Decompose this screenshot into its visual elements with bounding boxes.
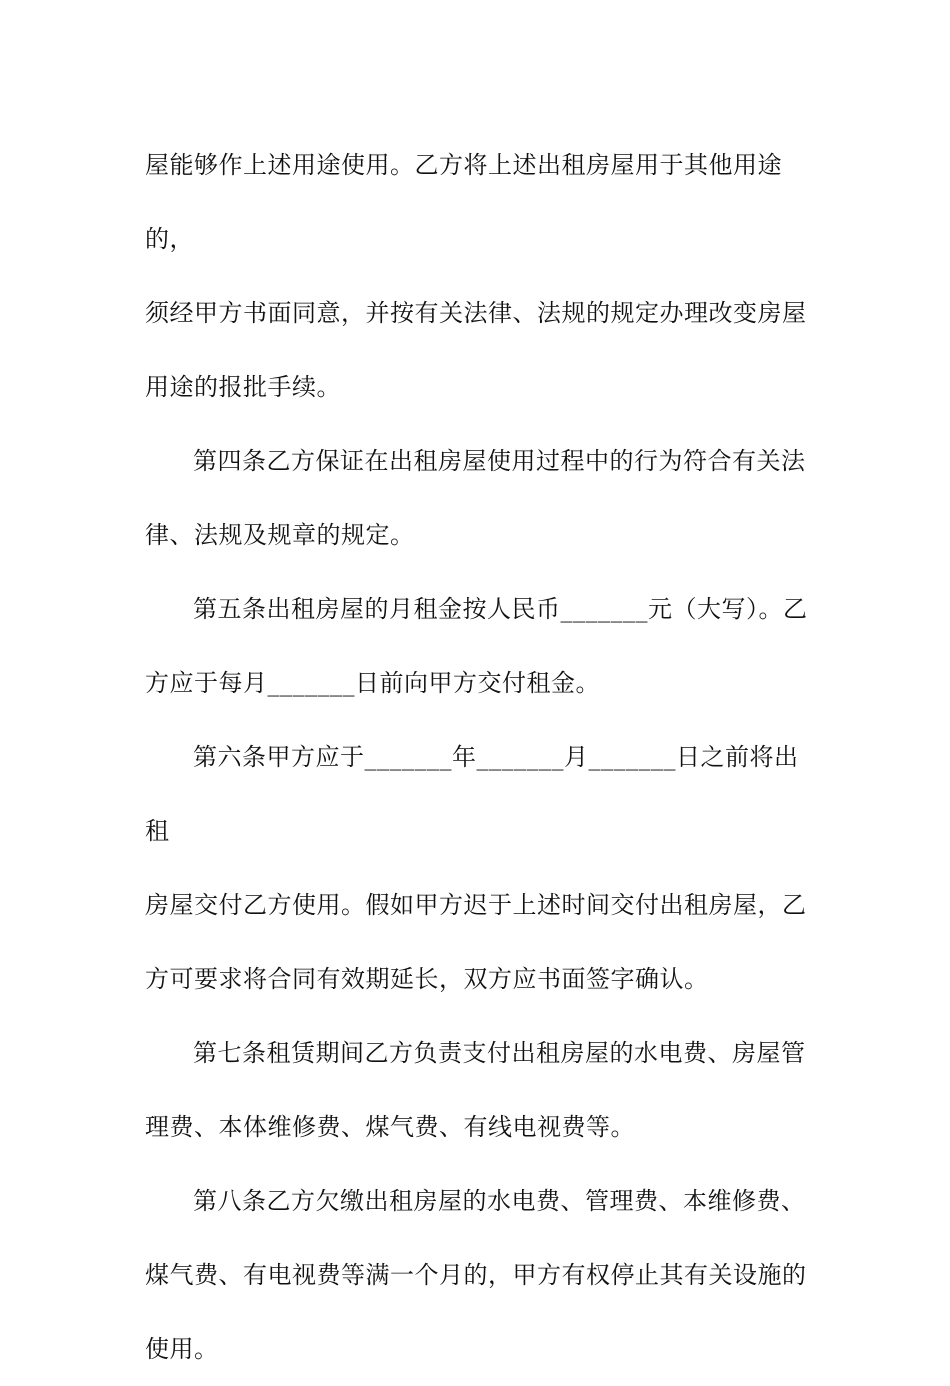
text-line: 屋能够作上述用途使用。乙方将上述出租房屋用于其他用途的， [145, 151, 782, 253]
contract-body [145, 128, 817, 1386]
text-line: 使用。 [145, 1335, 219, 1363]
text-line: 第四条乙方保证在出租房屋使用过程中的行为符合有关法 [193, 447, 806, 475]
text-line: 煤气费、有电视费等满一个月的，甲方有权停止其有关设施的 [145, 1261, 807, 1289]
paragraph-article-5 [145, 572, 817, 720]
text-line: 第八条乙方欠缴出租房屋的水电费、管理费、本维修费、 [193, 1187, 806, 1215]
text-line: 房屋交付乙方使用。假如甲方迟于上述时间交付出租房屋，乙 [145, 891, 807, 919]
paragraph-article-7 [145, 1016, 817, 1164]
paragraph-usage-continuation [145, 128, 817, 424]
text-line: 方可要求将合同有效期延长，双方应书面签字确认。 [145, 965, 709, 993]
text-line: 理费、本体维修费、煤气费、有线电视费等。 [145, 1113, 635, 1141]
text-line: 须经甲方书面同意，并按有关法律、法规的规定办理改变房屋 [145, 299, 807, 327]
paragraph-article-8 [145, 1164, 817, 1386]
text-line: 第五条出租房屋的月租金按人民币_______元（大写）。乙 [193, 595, 808, 623]
text-line: 第七条租赁期间乙方负责支付出租房屋的水电费、房屋管 [193, 1039, 806, 1067]
text-line: 方应于每月_______日前向甲方交付租金。 [145, 669, 600, 697]
text-line: 律、法规及规章的规定。 [145, 521, 415, 549]
text-line: 第六条甲方应于_______年_______月_______日之前将出租 [145, 743, 799, 845]
text-line: 用途的报批手续。 [145, 373, 341, 401]
paragraph-article-4 [145, 424, 817, 572]
paragraph-article-6 [145, 720, 817, 1016]
